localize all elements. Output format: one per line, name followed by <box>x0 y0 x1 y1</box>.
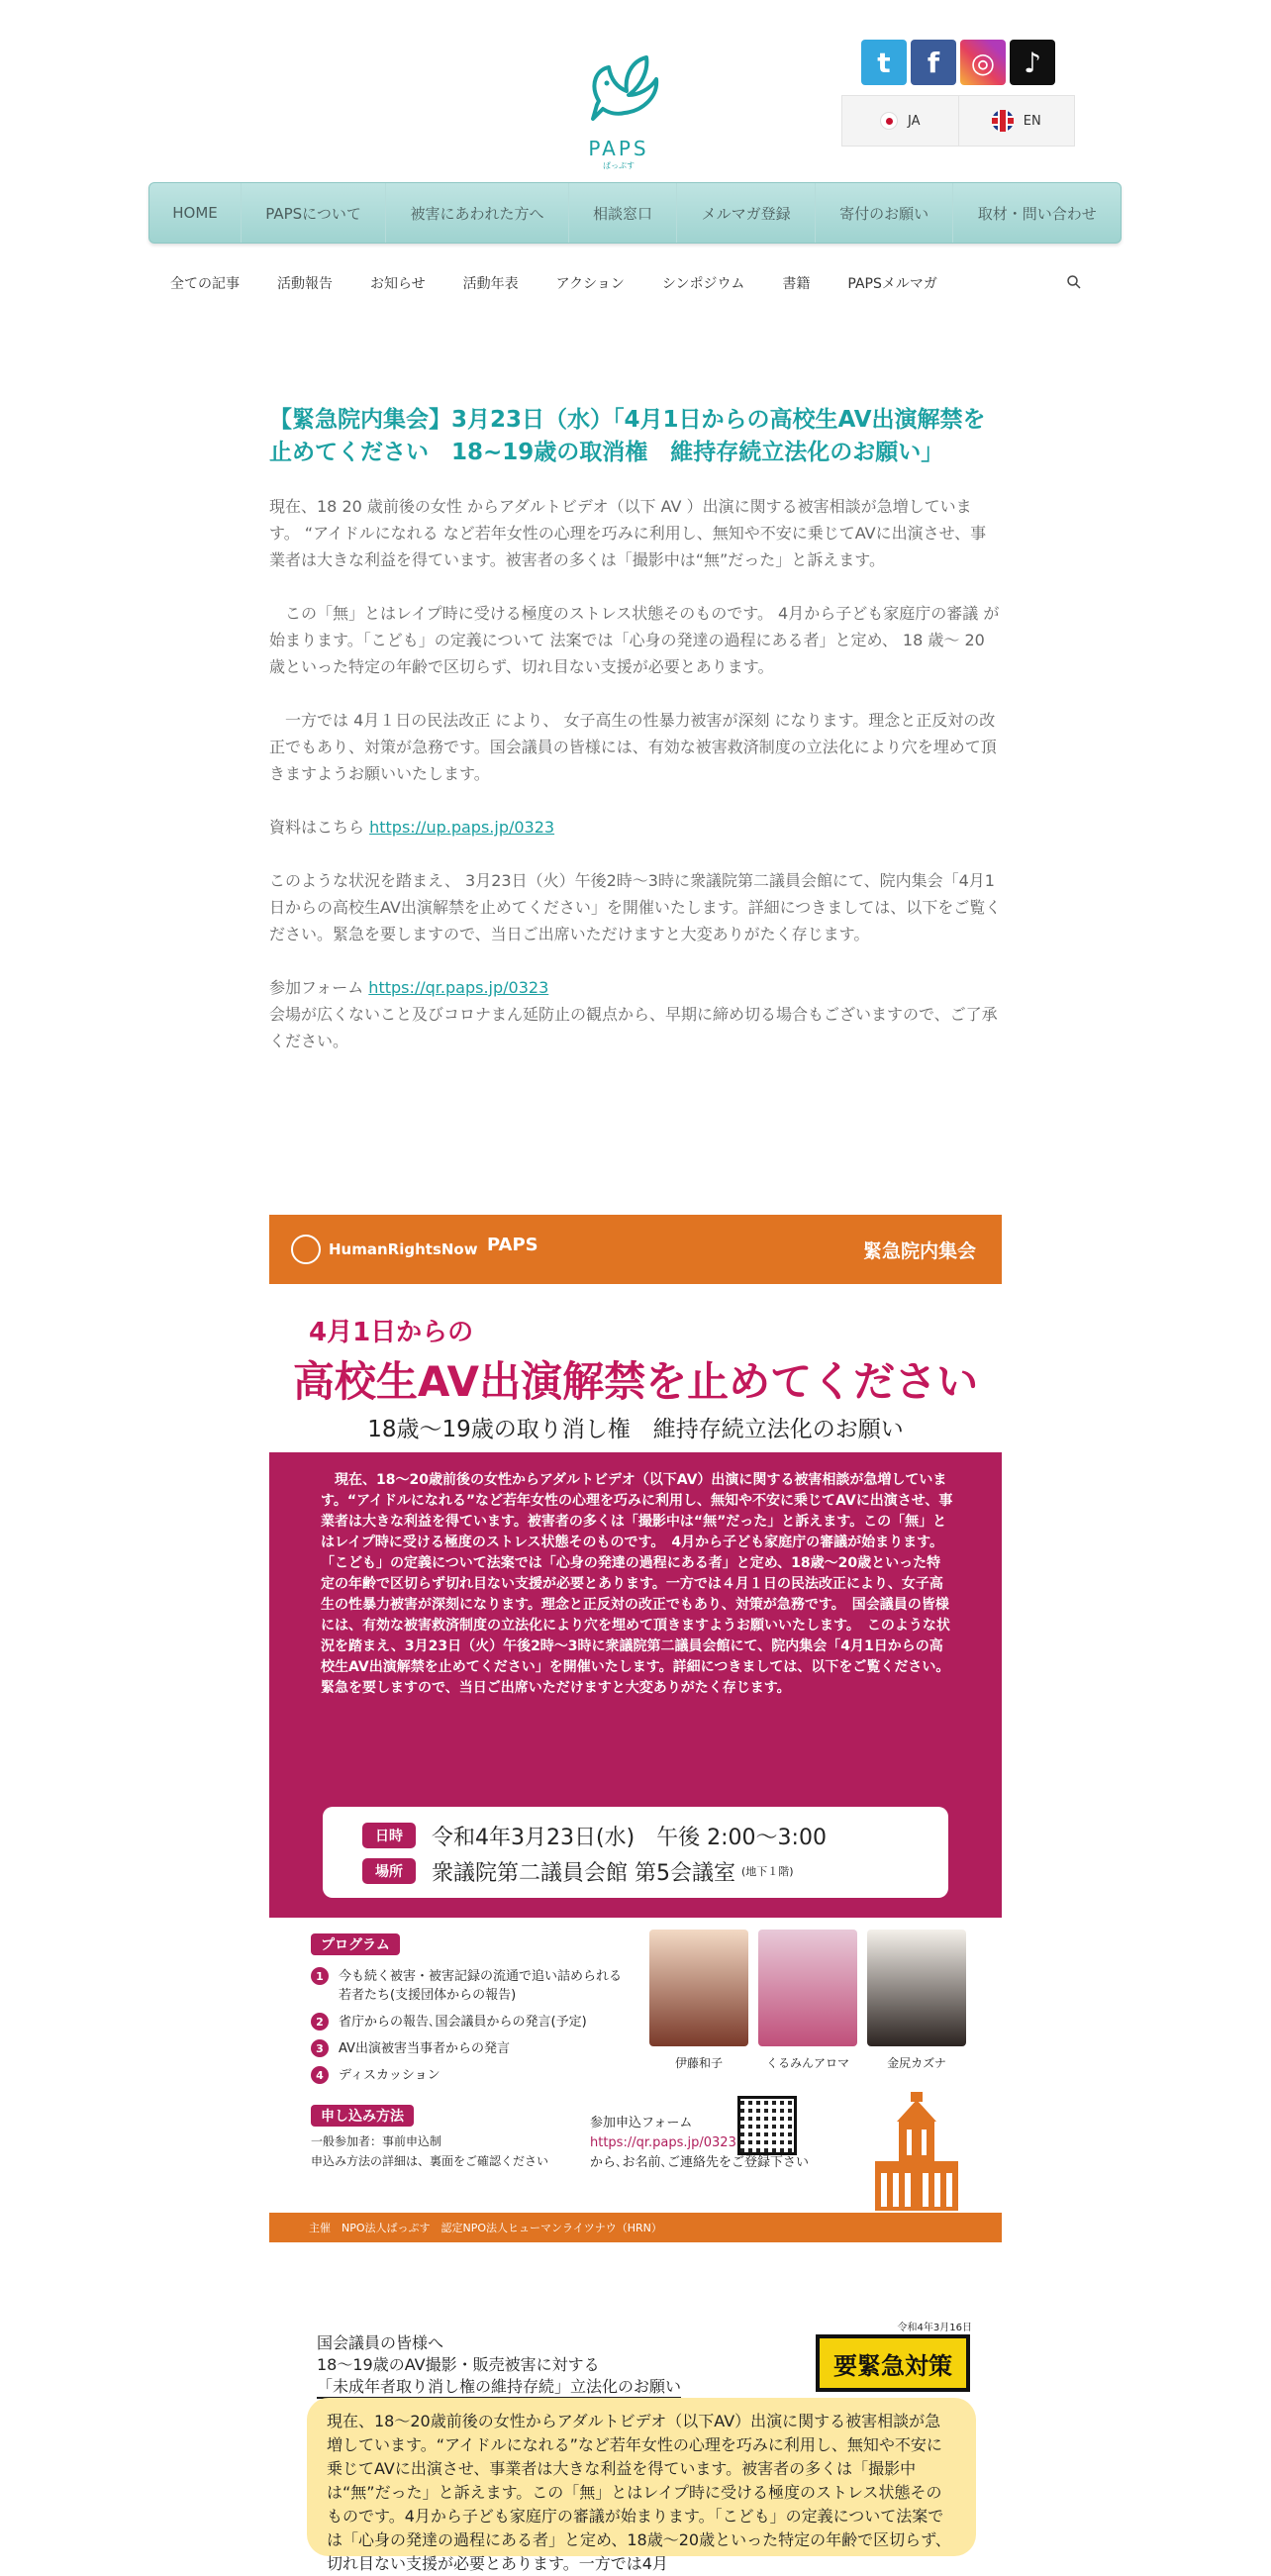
language-en[interactable] <box>958 96 1075 146</box>
post-title: 【緊急院内集会】3月23日（水）「4月1日からの高校生AV出演解禁を止めてください 18~19歳の取消権 維持存続立法化のお願い」 <box>269 407 986 465</box>
language-switcher <box>841 95 1075 147</box>
tiktok-icon[interactable]: ♪ <box>1010 40 1055 85</box>
post-paragraph-5: このような状況を踏まえ、 3月23日（火）午後2時～3時に衆議院第二議員会館にて、院内集会「4月1日からの高校生AV出演解禁を止めてください」を開催いたします。詳細につきましては、以下をご覧ください。緊急を要しますので、当日ご出席いただけますと大変ありがたく存じます。 <box>269 871 1002 943</box>
category-symposium[interactable]: シンポジウム <box>661 276 745 292</box>
place-note: (地下１階) <box>741 1865 794 1878</box>
program-item: 3 AV出演被害当事者からの発言 <box>311 2039 628 2058</box>
speaker-card <box>758 1930 857 2071</box>
flyer-form-note: から､お名前､ご連絡先をご登録下さい <box>590 2155 810 2170</box>
post-paragraph-4 <box>269 814 1002 841</box>
hrn-logo-icon <box>291 1235 321 1264</box>
category-action[interactable]: アクション <box>555 276 625 292</box>
post-paragraph-1: 現在、18 20 歳前後の女性 からアダルトビデオ（以下 AV ）出演に関する被害相談が急増しています。 “アイドルになれる など若年女性の心理を巧みに利用し、無知や不安に乗じてAVに出演させ、事業者は大きな利益を得ています。被害者の多くは「撮影中は“無”だった」と訴えます。 <box>269 497 987 569</box>
flyer-subtitle: 18歳～19歳の取り消し権 維持存続立法化のお願い <box>367 1417 904 1442</box>
category-all[interactable]: 全ての記事 <box>170 276 240 292</box>
form-link[interactable]: https://qr.paps.jp/0323 <box>368 978 549 997</box>
apply-line-1: 一般参加者：事前申込制 <box>311 2134 442 2148</box>
hrn-logo-text: HumanRightsNow <box>329 1240 478 1258</box>
nav-newsletter[interactable]: メルマガ登録 <box>676 183 815 243</box>
flyer-paps-logo: PAPS <box>487 1235 538 1255</box>
speaker-photo <box>649 1930 748 2046</box>
twitter-icon[interactable]: t <box>861 40 907 85</box>
speaker-photo <box>758 1930 857 2046</box>
nav-victims[interactable]: 被害にあわれた方へ <box>385 183 568 243</box>
flyer-date-row <box>362 1821 827 1850</box>
post-paragraph-7: 会場が広くないこと及びコロナまん延防止の観点から、早期に締め切る場合もございますので、ご了承ください。 <box>269 1005 998 1050</box>
category-books[interactable]: 書籍 <box>782 276 811 292</box>
main-nav <box>148 182 1122 244</box>
qr-code-icon <box>737 2096 797 2155</box>
doc-date: 令和4年3月16日 <box>897 2323 972 2333</box>
request-document-image <box>299 2307 982 2573</box>
apply-line-2: 申込み方法の詳細は、裏面をご確認ください <box>311 2154 549 2168</box>
uk-flag-icon <box>992 110 1014 132</box>
post-paragraph-3: 一方では 4月１日の民法改正 により、 女子高生の性暴力被害が深刻 になります。理念と正反対の改正でもあり、対策が急務です。国会議員の皆様には、有効な被害救済制度の立法化により穴を埋めて頂きますようお願いいたします。 <box>269 711 997 783</box>
doc-line-3: 「未成年者取り消し権の維持存続」立法化のお願い <box>317 2374 681 2399</box>
post-paragraph-6 <box>269 974 1002 1001</box>
category-reports[interactable]: 活動報告 <box>277 276 333 292</box>
flyer-footer: 主催 NPO法人ぱっぷす 認定NPO法人ヒューマンライツナウ（HRN） <box>269 2213 1002 2242</box>
materials-label: 資料はこちら <box>269 818 370 837</box>
apply-details <box>311 2131 548 2171</box>
nav-donate[interactable]: 寄付のお願い <box>815 183 953 243</box>
logo-subtext: ぱっぷす <box>603 161 635 170</box>
nav-consultation[interactable]: 相談窓口 <box>568 183 677 243</box>
speaker-name: 金尻カズナ <box>887 2056 946 2070</box>
program-list <box>311 1967 628 2093</box>
flyer-place-row <box>362 1856 794 1886</box>
flyer-form-url: https://qr.paps.jp/0323 <box>590 2135 736 2150</box>
flyer-tag: 緊急院内集会 <box>862 1240 976 1262</box>
category-news[interactable]: お知らせ <box>370 276 426 292</box>
urgent-stamp: 要緊急対策 <box>816 2334 970 2392</box>
flyer-form-label: 参加申込フォーム <box>590 2116 693 2130</box>
language-ja[interactable] <box>842 96 958 146</box>
materials-link[interactable]: https://up.paps.jp/0323 <box>369 818 555 837</box>
speaker-photo <box>867 1930 966 2046</box>
flyer-details-box <box>323 1807 948 1898</box>
program-item: 2 省庁からの報告､国会議員からの発言(予定) <box>311 2013 628 2031</box>
category-nav <box>170 267 1091 299</box>
search-icon[interactable] <box>1066 274 1082 290</box>
flyer-headline: 高校生AV出演解禁を止めてください <box>292 1357 979 1406</box>
category-timeline[interactable]: 活動年表 <box>462 276 519 292</box>
japan-flag-icon <box>880 112 898 130</box>
apply-label: 申し込み方法 <box>311 2105 414 2127</box>
speaker-name: 伊藤和子 <box>674 2056 723 2070</box>
facebook-icon[interactable]: f <box>911 40 956 85</box>
hrn-logo <box>291 1235 478 1264</box>
date-label: 日時 <box>362 1823 416 1848</box>
diet-building-icon <box>867 2082 966 2211</box>
place-value: 衆議院第二議員会館 第5会議室 <box>432 1860 735 1886</box>
post-paragraph-2: この「無」とはレイプ時に受ける極度のストレス状態そのものです。 4月から子ども家庭庁の審議 が始まります。「こども」の定義について 法案では「心身の発達の過程にある者」と定め、 18 歳～ 20 歳といった特定の年齢で区切らず、切れ目ない支援が必要とあります。 <box>269 604 1000 676</box>
flyer-subtitle-top: 4月1日からの <box>309 1318 474 1347</box>
blog-post <box>269 404 1002 1054</box>
date-value: 令和4年3月23日(水) 午後 2:00～3:00 <box>432 1825 827 1850</box>
dove-icon <box>569 40 668 139</box>
language-ja-label: JA <box>908 113 921 129</box>
speaker-card <box>867 1930 966 2071</box>
nav-contact[interactable]: 取材・問い合わせ <box>952 183 1121 243</box>
place-label: 場所 <box>362 1858 416 1884</box>
instagram-icon[interactable]: ◎ <box>960 40 1006 85</box>
doc-line-1: 国会議員の皆様へ <box>317 2333 444 2352</box>
program-item: 4 ディスカッション <box>311 2066 628 2085</box>
doc-line-2: 18～19歳のAV撮影・販売被害に対する <box>317 2355 600 2374</box>
nav-home[interactable]: HOME <box>172 204 218 222</box>
speaker-name: くるみんアロマ <box>765 2056 849 2070</box>
language-en-label: EN <box>1023 113 1041 129</box>
program-item: 1 今も続く被害・被害記録の流通で追い詰められる若者たち(支援団体からの報告) <box>311 1967 628 2005</box>
category-newsletter[interactable]: PAPSメルマガ <box>847 276 937 292</box>
nav-about[interactable]: PAPSについて <box>241 183 385 243</box>
event-flyer-image <box>269 1215 1002 2242</box>
paps-logo[interactable] <box>569 40 668 168</box>
doc-body: 現在、18～20歳前後の女性からアダルトビデオ（以下AV）出演に関する被害相談が急増しています。“アイドルになれる”など若年女性の心理を巧みに利用し、無知や不安に乗じてAVに出演させ、事業者は大きな利益を得ています。被害者の多くは「撮影中は“無”だった」と訴えます。この「無」とはレイプ時に受ける極度のストレス状態そのものです。4月から子ども家庭庁の審議が始まります。「こども」の定義について法案では「心身の発達の過程にある者」と定め、18歳～20歳といった特定の年齢で区切らず、切れ目ない支援が必要とあります。一方では4月 <box>307 2398 976 2556</box>
logo-text: PAPS <box>588 137 649 160</box>
program-label: プログラム <box>311 1933 400 1955</box>
speaker-card <box>649 1930 748 2071</box>
flyer-body-text: 現在、18～20歳前後の女性からアダルトビデオ（以下AV）出演に関する被害相談が急増しています。“アイドルになれる”など若年女性の心理を巧みに利用し、無知や不安に乗じてAVに出演させ、事業者は大きな利益を得ています。被害者の多くは「撮影中は“無”だった」と訴えます。この「無」とはレイプ時に受ける極度のストレス状態そのものです。 4月から子ども家庭庁の審議が始まります。「こども」の定義について法案では「心身の発達の過程にある者」と定め、18歳～20歳といった特定の年齢で区切らず切れ目ない支援が必要とあります。一方では４月１日の民法改正により、女子高生の性暴力被害が深刻になります。理念と正反対の改正でもあり、対策が急務です。 国会議員の皆様には、有効な被害救済制度の立法化により穴を埋めて頂きますようお願いいたします。 このような状況を踏まえ、3月23日（火）午後2時～3時に衆議院第二議員会館にて、院内集会「4月1日からの高校生AV出演解禁を止めてください」を開催いたします。詳細につきましては、以下をご覧ください。緊急を要しますので、当日ご出席いただけますと大変ありがたく存じます。 <box>321 1472 953 1696</box>
form-label: 参加フォーム <box>269 978 369 997</box>
